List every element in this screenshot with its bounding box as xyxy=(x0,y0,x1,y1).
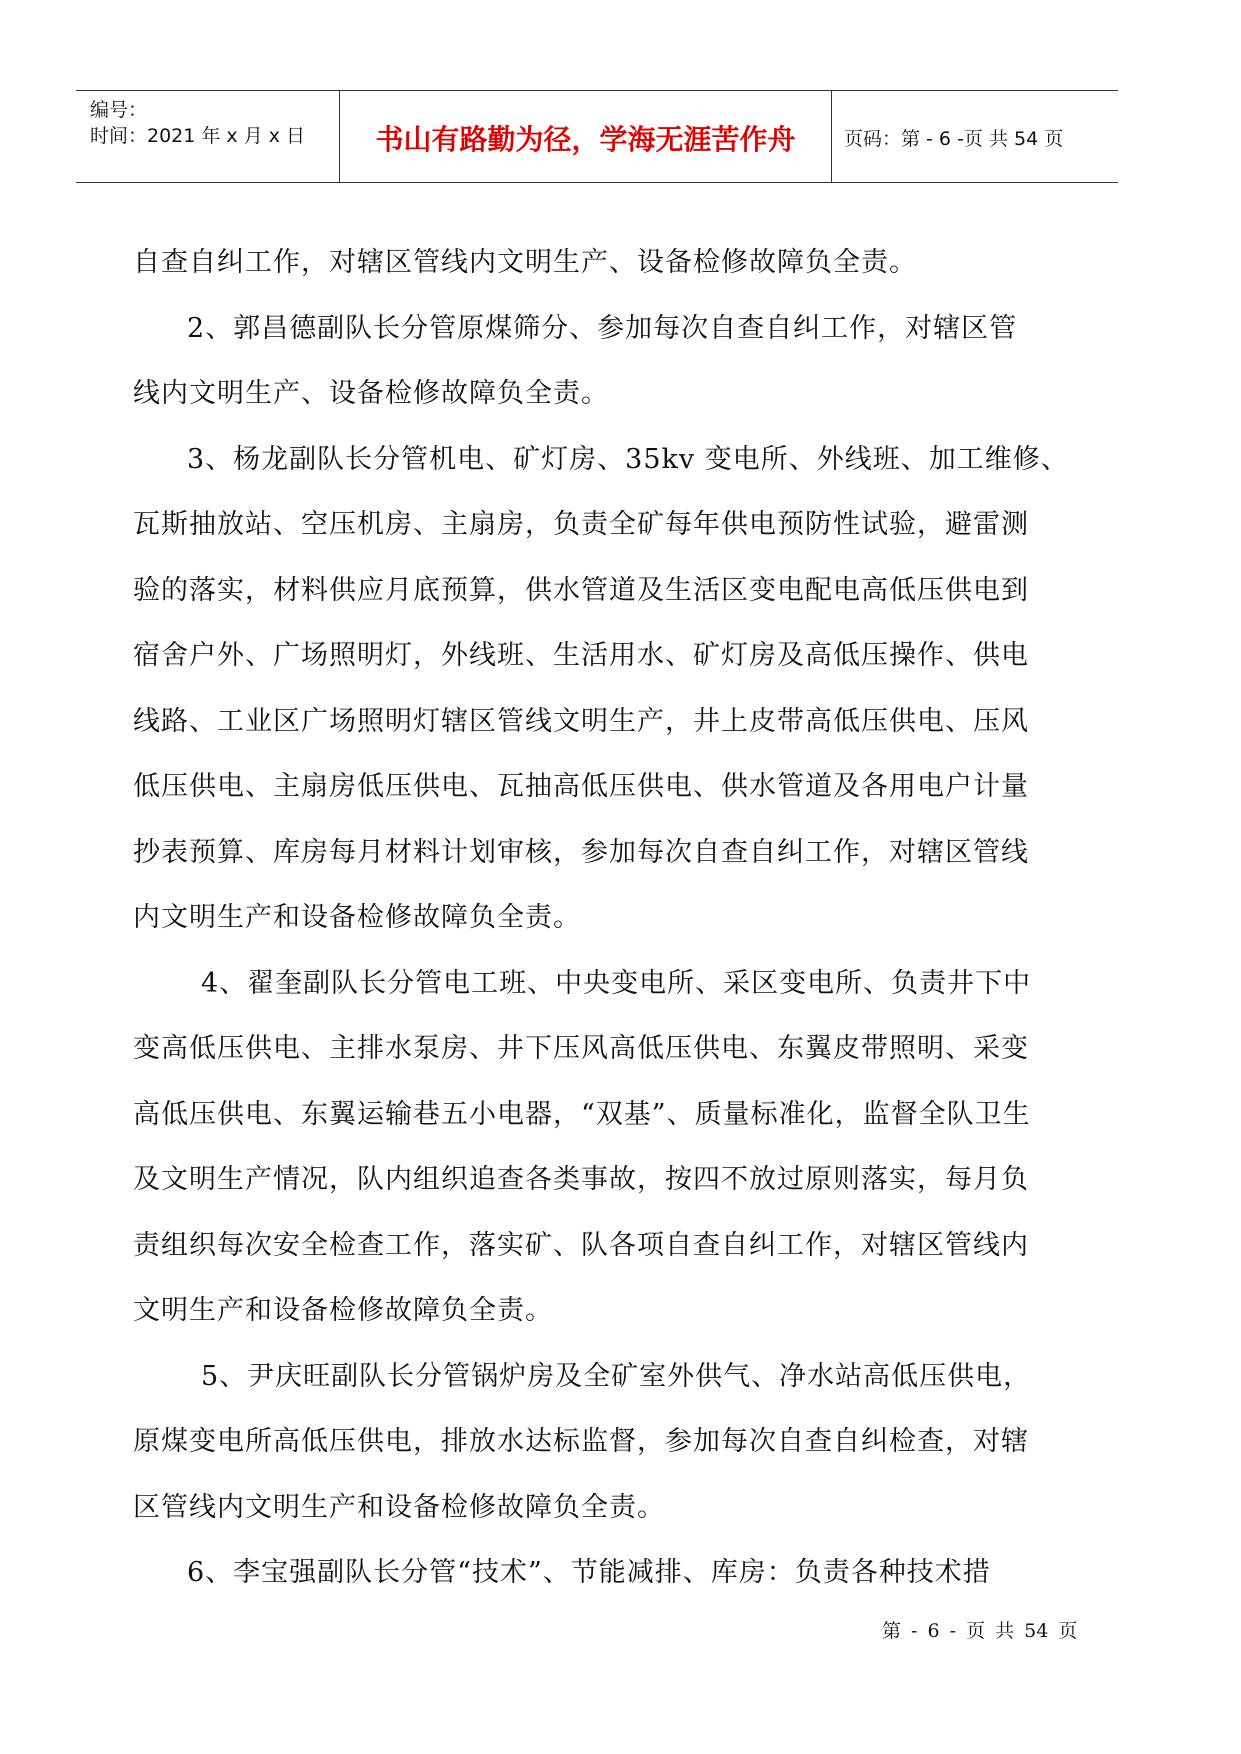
body-line: 6、李宝强副队长分管“技术”、节能减排、库房：负责各种技术措 xyxy=(187,1557,991,1588)
page-footer: 第 - 6 - 页 共 54 页 xyxy=(882,1620,1078,1642)
body-line: 责组织每次安全检查工作，落实矿、队各项自查自纠工作，对辖区管线内 xyxy=(133,1229,1029,1261)
body-line: 区管线内文明生产和设备检修故障负全责。 xyxy=(133,1491,665,1523)
body-line: 低压供电、主扇房低压供电、瓦抽高低压供电、供水管道及各用电户计量 xyxy=(133,771,1029,802)
body-line: 内文明生产和设备检修故障负全责。 xyxy=(133,902,581,933)
body-line: 自查自纠工作，对辖区管线内文明生产、设备检修故障负全责。 xyxy=(133,247,917,278)
header-page-cell xyxy=(832,91,1118,182)
body-line: 4、翟奎副队长分管电工班、中央变电所、采区变电所、负责井下中 xyxy=(201,967,1032,999)
body-line: 原煤变电所高低压供电，排放水达标监督，参加每次自查自纠检查，对辖 xyxy=(133,1426,1029,1457)
body-line: 及文明生产情况，队内组织追查各类事故，按四不放过原则落实，每月负 xyxy=(133,1164,1029,1195)
body-line: 文明生产和设备检修故障负全责。 xyxy=(133,1295,553,1326)
body-line: 瓦斯抽放站、空压机房、主扇房，负责全矿每年供电预防性试验，避雷测 xyxy=(133,509,1029,540)
body-line: 验的落实，材料供应月底预算，供水管道及生活区变电配电高低压供电到 xyxy=(133,574,1029,606)
body-line: 高低压供电、东翼运输巷五小电器，“双基”、质量标准化，监督全队卫生 xyxy=(133,1098,1031,1130)
document-number-label: 编号： xyxy=(90,99,148,121)
body-line: 2、郭昌德副队长分管原煤筛分、参加每次自查自纠工作，对辖区管 xyxy=(187,312,1018,344)
body-line: 线路、工业区广场照明灯辖区管线文明生产，井上皮带高低压供电、压风 xyxy=(133,705,1029,737)
body-line: 变高低压供电、主排水泵房、井下压风高低压供电、东翼皮带照明、采变 xyxy=(133,1033,1029,1064)
body-line: 抄表预算、库房每月材料计划审核，参加每次自查自纠工作，对辖区管线 xyxy=(133,836,1029,868)
motto-text: 书山有路勤为径，学海无涯苦作舟 xyxy=(375,123,796,156)
body-line: 3、杨龙副队长分管机电、矿灯房、35kv 变电所、外线班、加工维修、 xyxy=(187,443,1069,475)
body-line: 线内文明生产、设备检修故障负全责。 xyxy=(133,378,609,409)
document-body xyxy=(133,230,1093,1606)
body-line: 宿舍户外、广场照明灯，外线班、生活用水、矿灯房及高低压操作、供电 xyxy=(133,640,1029,671)
header-page-code: 页码：第 - 6 -页 共 54 页 xyxy=(844,128,1064,150)
body-line: 5、尹庆旺副队长分管锅炉房及全矿室外供气、净水站高低压供电， xyxy=(201,1360,1032,1392)
document-time-label: 时间：2021 年 x 月 x 日 xyxy=(90,125,306,147)
page-header xyxy=(76,90,1118,183)
header-motto-cell xyxy=(340,91,832,182)
header-meta-cell xyxy=(76,91,340,182)
